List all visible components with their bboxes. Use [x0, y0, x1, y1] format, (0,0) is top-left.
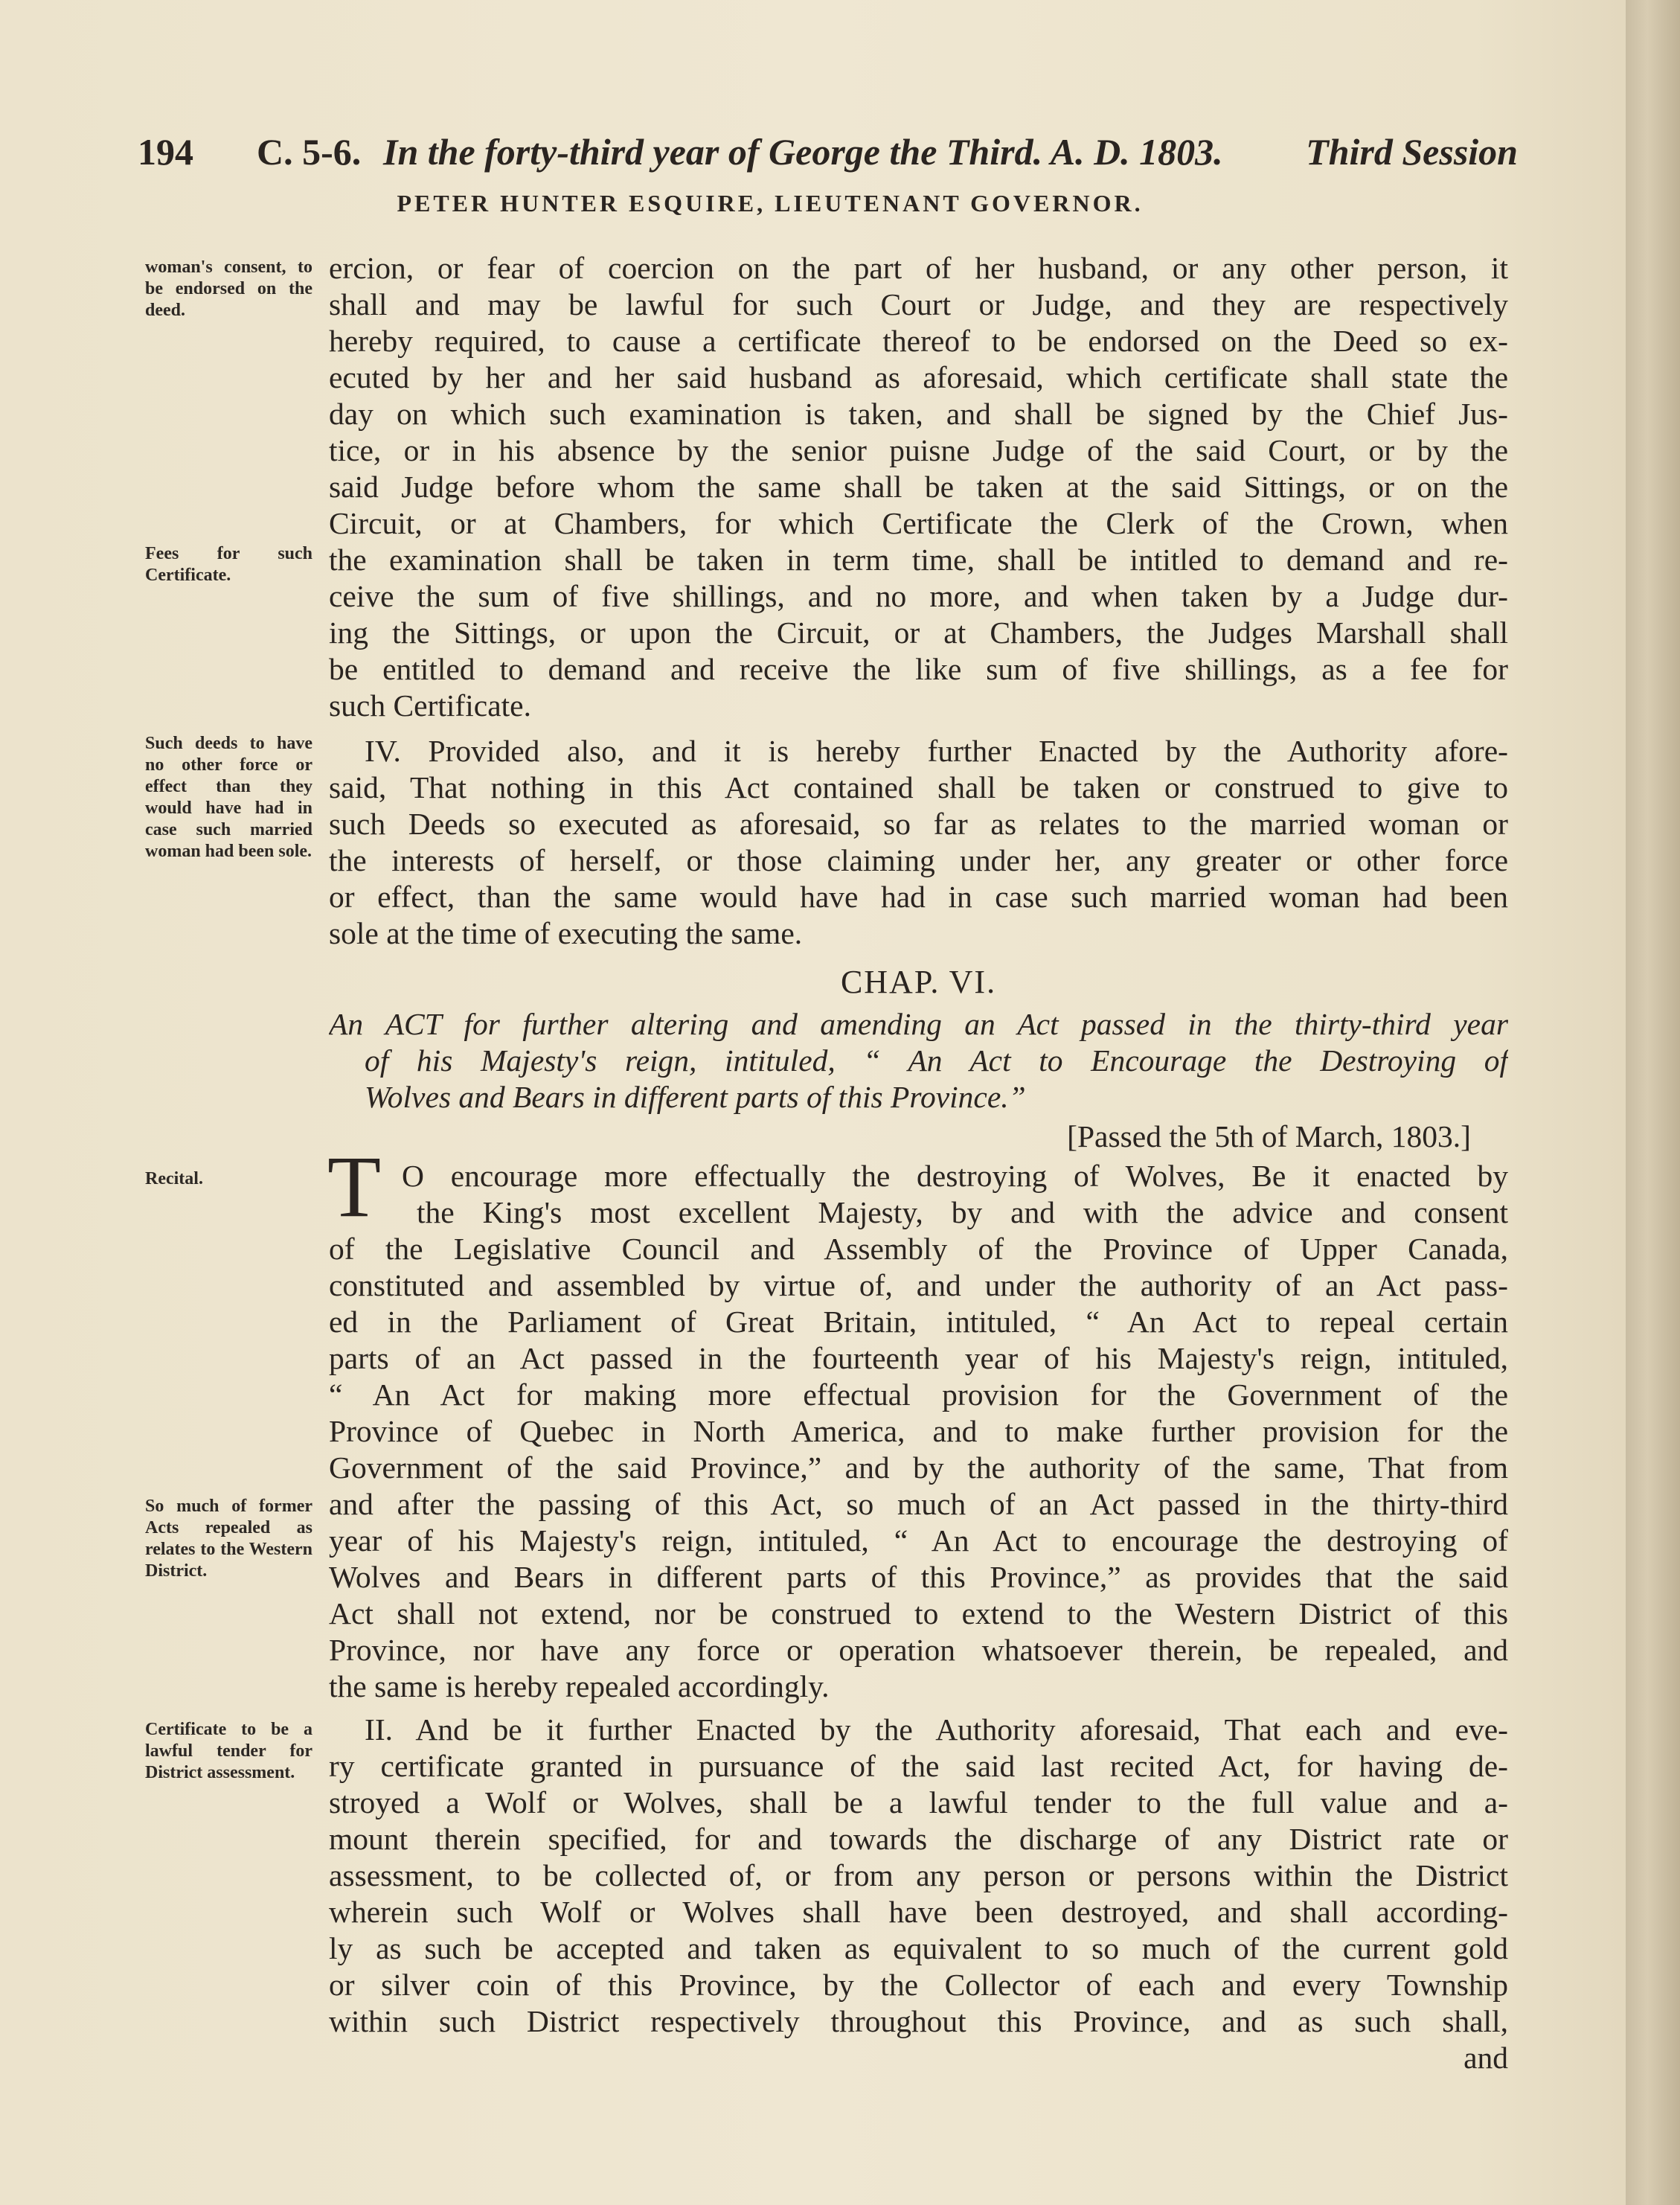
running-header	[138, 130, 1518, 190]
catchword: and	[1463, 2041, 1508, 2075]
text-line: parts of an Act passed in the fourteenth year of his Majesty's reign, intituled,	[329, 1341, 1508, 1375]
header-title: In the forty-third year of George the Third. A. D. 1803.	[383, 131, 1223, 173]
text-line: year of his Majesty's reign, intituled, “ An Act to encourage the destroying of	[329, 1523, 1508, 1558]
text-line: said, That nothing in this Act contained shall be taken or construed to give to	[329, 770, 1508, 804]
text-line: ecuted by her and her said husband as aforesaid, which certificate shall state the	[329, 360, 1508, 394]
text-line: of the Legislative Council and Assembly of the Province of Upper Canada,	[329, 1232, 1508, 1266]
text-line: day on which such examination is taken, and shall be signed by the Chief Jus-	[329, 397, 1508, 431]
sub-heading: PETER HUNTER ESQUIRE, LIEUTENANT GOVERNOR.	[397, 190, 1144, 217]
text-line: or silver coin of this Province, by the Collector of each and every Township	[329, 1968, 1508, 2002]
text-line: and after the passing of this Act, so much of an Act passed in the thirty-third	[329, 1487, 1508, 1521]
session-label: Third Session	[1306, 131, 1518, 173]
passed-date: [Passed the 5th of March, 1803.]	[1067, 1119, 1471, 1153]
text-line: the same is hereby repealed accordingly.	[329, 1669, 830, 1703]
text-line: such Certificate.	[329, 688, 531, 723]
text-line: IV. Provided also, and it is hereby further Enacted by the Authority afore-	[365, 734, 1508, 768]
text-line: Wolves and Bears in different parts of this Province,” as provides that the said	[329, 1560, 1508, 1594]
text-line: the King's most excellent Majesty, by and with the advice and consent	[417, 1195, 1508, 1229]
text-line: Circuit, or at Chambers, for which Certificate the Clerk of the Crown, when	[329, 506, 1508, 540]
text-line: tice, or in his absence by the senior puisne Judge of the said Court, or by the	[329, 433, 1508, 467]
text-line: shall and may be lawful for such Court or Judge, and they are respectively	[329, 287, 1508, 321]
text-line: such Deeds so executed as aforesaid, so far as relates to the married woman or	[329, 807, 1508, 841]
text-line: II. And be it further Enacted by the Authority aforesaid, That each and eve-	[365, 1712, 1508, 1747]
text-line: ceive the sum of five shillings, and no more, and when taken by a Judge dur-	[329, 579, 1508, 613]
text-line: Government of the said Province,” and by the authority of the same, That from	[329, 1450, 1508, 1485]
text-line: O encourage more effectually the destroying of Wolves, Be it enacted by	[402, 1159, 1508, 1193]
text-line: stroyed a Wolf or Wolves, shall be a lawful tender to the full value and a-	[329, 1785, 1508, 1820]
margin-note: Recital.	[145, 1169, 203, 1188]
page-gutter	[1626, 0, 1680, 2205]
text-line: sole at the time of executing the same.	[329, 916, 803, 950]
text-line: or effect, than the same would have had in case such married woman had been	[329, 880, 1508, 914]
text-line: the interests of herself, or those claiming under her, any greater or other force	[329, 843, 1508, 877]
text-line: constituted and assembled by virtue of, and under the authority of an Act pass-	[329, 1268, 1508, 1302]
text-line: Province, nor have any force or operation whatsoever therein, be repealed, and	[329, 1633, 1508, 1667]
text-line: ly as such be accepted and taken as equivalent to so much of the current gold	[329, 1931, 1508, 1965]
text-line: within such District respectively throughout this Province, and as such shall,	[329, 2004, 1508, 2038]
text-line: ed in the Parliament of Great Britain, intituled, “ An Act to repeal certain	[329, 1305, 1508, 1339]
act-title-line: An ACT for further altering and amending an Act passed in the thirty-third year	[329, 1007, 1508, 1041]
text-line: ing the Sittings, or upon the Circuit, or at Chambers, the Judges Marshall shall	[329, 615, 1508, 650]
margin-note: woman's consent, to be endorsed on the deed.	[145, 257, 312, 320]
page-number: 194	[138, 131, 193, 173]
act-title-line: of his Majesty's reign, intituled, “ An Act to Encourage the Destroying of	[365, 1043, 1508, 1078]
text-line: “ An Act for making more effectual provision for the Government of the	[329, 1377, 1508, 1412]
margin-note: Certificate to be a lawful tender for District assessment.	[145, 1720, 312, 1782]
chapter-reference: C. 5-6.	[257, 131, 362, 173]
text-line: assessment, to be collected of, or from any person or persons within the District	[329, 1858, 1508, 1892]
drop-cap: T	[327, 1138, 382, 1235]
text-line: Province of Quebec in North America, and to make further provision for the	[329, 1414, 1508, 1448]
text-line: be entitled to demand and receive the like sum of five shillings, as a fee for	[329, 652, 1508, 686]
chapter-heading: CHAP. VI.	[840, 964, 997, 1000]
text-line: Act shall not extend, nor be construed to extend to the Western District of this	[329, 1596, 1508, 1630]
margin-note: So much of former Acts repealed as relates to the Western District.	[145, 1497, 312, 1581]
act-title-line: Wolves and Bears in different parts of this Province.”	[365, 1080, 1026, 1114]
margin-note: Fees for such Certificate.	[145, 544, 312, 585]
text-line: mount therein specified, for and towards the discharge of any District rate or	[329, 1822, 1508, 1856]
text-line: hereby required, to cause a certificate thereof to be endorsed on the Deed so ex-	[329, 324, 1508, 358]
margin-note: Such deeds to have no other force or effect than they would have had in case such married woman had been sole.	[145, 734, 312, 861]
text-line: said Judge before whom the same shall be taken at the said Sittings, or on the	[329, 470, 1508, 504]
text-line: wherein such Wolf or Wolves shall have been destroyed, and shall according-	[329, 1895, 1508, 1929]
text-line: the examination shall be taken in term time, shall be intitled to demand and re-	[329, 543, 1508, 577]
text-line: ry certificate granted in pursuance of the said last recited Act, for having de-	[329, 1749, 1508, 1783]
text-line: ercion, or fear of coercion on the part of her husband, or any other person, it	[329, 251, 1508, 285]
